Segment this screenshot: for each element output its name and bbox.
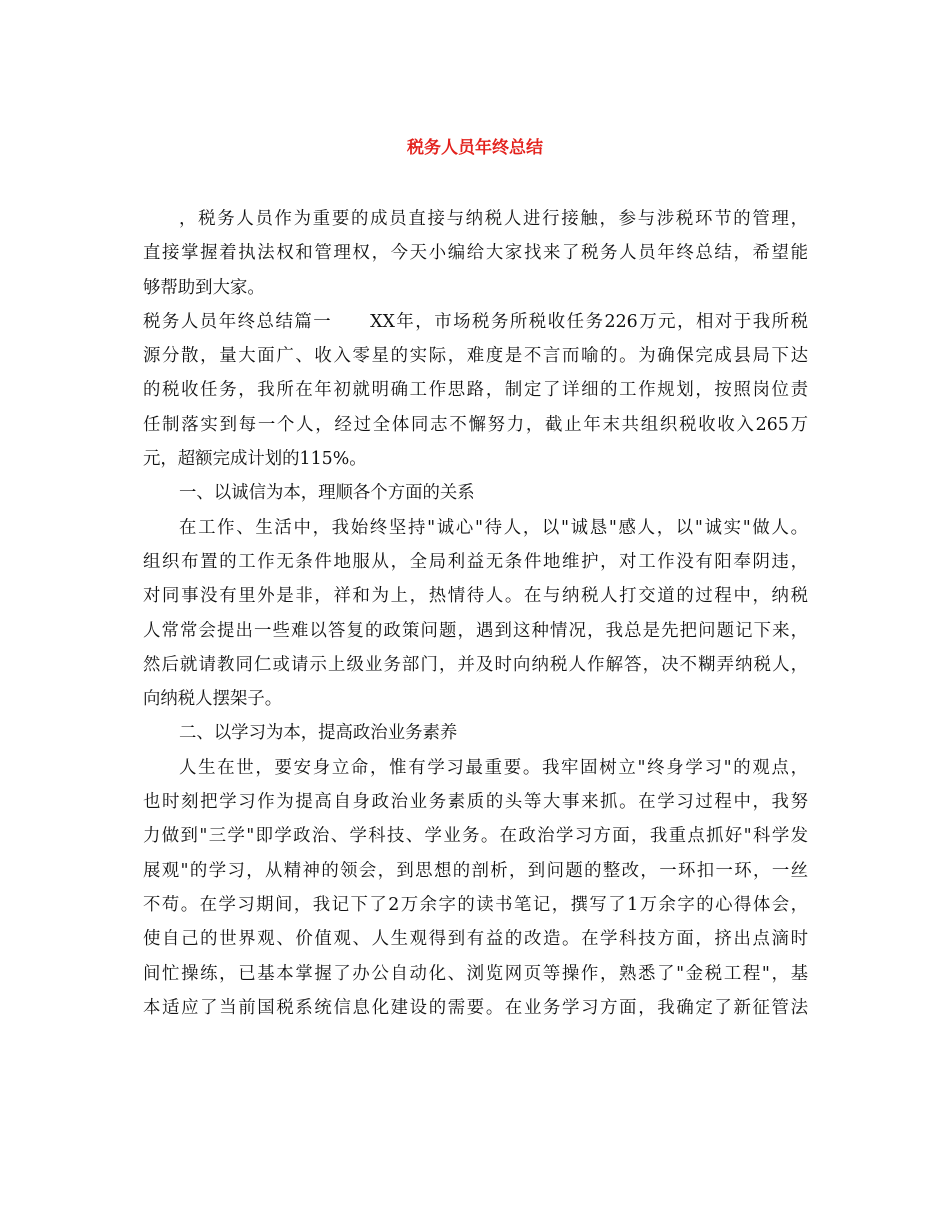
body-line: 向纳税人摆架子。 — [143, 689, 283, 710]
body-line: 不苟。在学习期间，我记下了2万余字的读书笔记，撰写了1万余字的心得体会， — [143, 894, 808, 915]
body-line: 直接掌握着执法权和管理权，今天小编给大家找来了税务人员年终总结，希望能 — [143, 243, 808, 264]
body-line: 展观"的学习，从精神的领会，到思想的剖析，到问题的整改，一环扣一环，一丝 — [143, 860, 808, 881]
body-line: 一、以诚信为本，理顺各个方面的关系 — [179, 483, 475, 504]
document-title: 税务人员年终总结 — [407, 138, 543, 158]
body-line: 税务人员年终总结篇一 XX年，市场税务所税收任务226万元，相对于我所税 — [143, 311, 808, 332]
body-line: 元，超额完成计划的115%。 — [143, 449, 367, 470]
body-line: 间忙操练，已基本掌握了办公自动化、浏览网页等操作，熟悉了"金税工程"，基 — [143, 963, 808, 984]
body-line: 组织布置的工作无条件地服从，全局利益无条件地维护，对工作没有阳奉阴违， — [143, 551, 808, 572]
body-line: 力做到"三学"即学政治、学科技、学业务。在政治学习方面，我重点抓好"科学发 — [143, 826, 808, 847]
body-line: 对同事没有里外是非，祥和为上，热情待人。在与纳税人打交道的过程中，纳税 — [143, 586, 808, 607]
body-line: 任制落实到每一个人，经过全体同志不懈努力，截止年末共组织税收收入265万 — [143, 414, 808, 435]
body-line: 二、以学习为本，提高政治业务素养 — [179, 723, 458, 744]
body-line: 然后就请教同仁或请示上级业务部门，并及时向纳税人作解答，决不糊弄纳税人， — [143, 654, 808, 675]
body-line: 使自己的世界观、价值观、人生观得到有益的改造。在学科技方面，挤出点滴时 — [143, 929, 808, 950]
body-line: 的税收任务，我所在年初就明确工作思路，制定了详细的工作规划，按照岗位责 — [143, 380, 808, 401]
body-line: 源分散，量大面广、收入零星的实际，难度是不言而喻的。为确保完成县局下达 — [143, 346, 808, 367]
body-line: 也时刻把学习作为提高自身政治业务素质的头等大事来抓。在学习过程中，我努 — [143, 792, 808, 813]
body-line: 够帮助到大家。 — [143, 277, 265, 298]
body-line: ，税务人员作为重要的成员直接与纳税人进行接触，参与涉税环节的管理， — [179, 209, 808, 229]
body-line: 本适应了当前国税系统信息化建设的需要。在业务学习方面，我确定了新征管法 — [143, 997, 808, 1018]
body-line: 在工作、生活中，我始终坚持"诚心"待人，以"诚恳"感人，以"诚实"做人。 — [179, 517, 808, 538]
body-line: 人常常会提出一些难以答复的政策问题，遇到这种情况，我总是先把问题记下来， — [143, 620, 808, 641]
document-body — [143, 202, 808, 1025]
body-line: 人生在世，要安身立命，惟有学习最重要。我牢固树立"终身学习"的观点， — [179, 757, 808, 778]
